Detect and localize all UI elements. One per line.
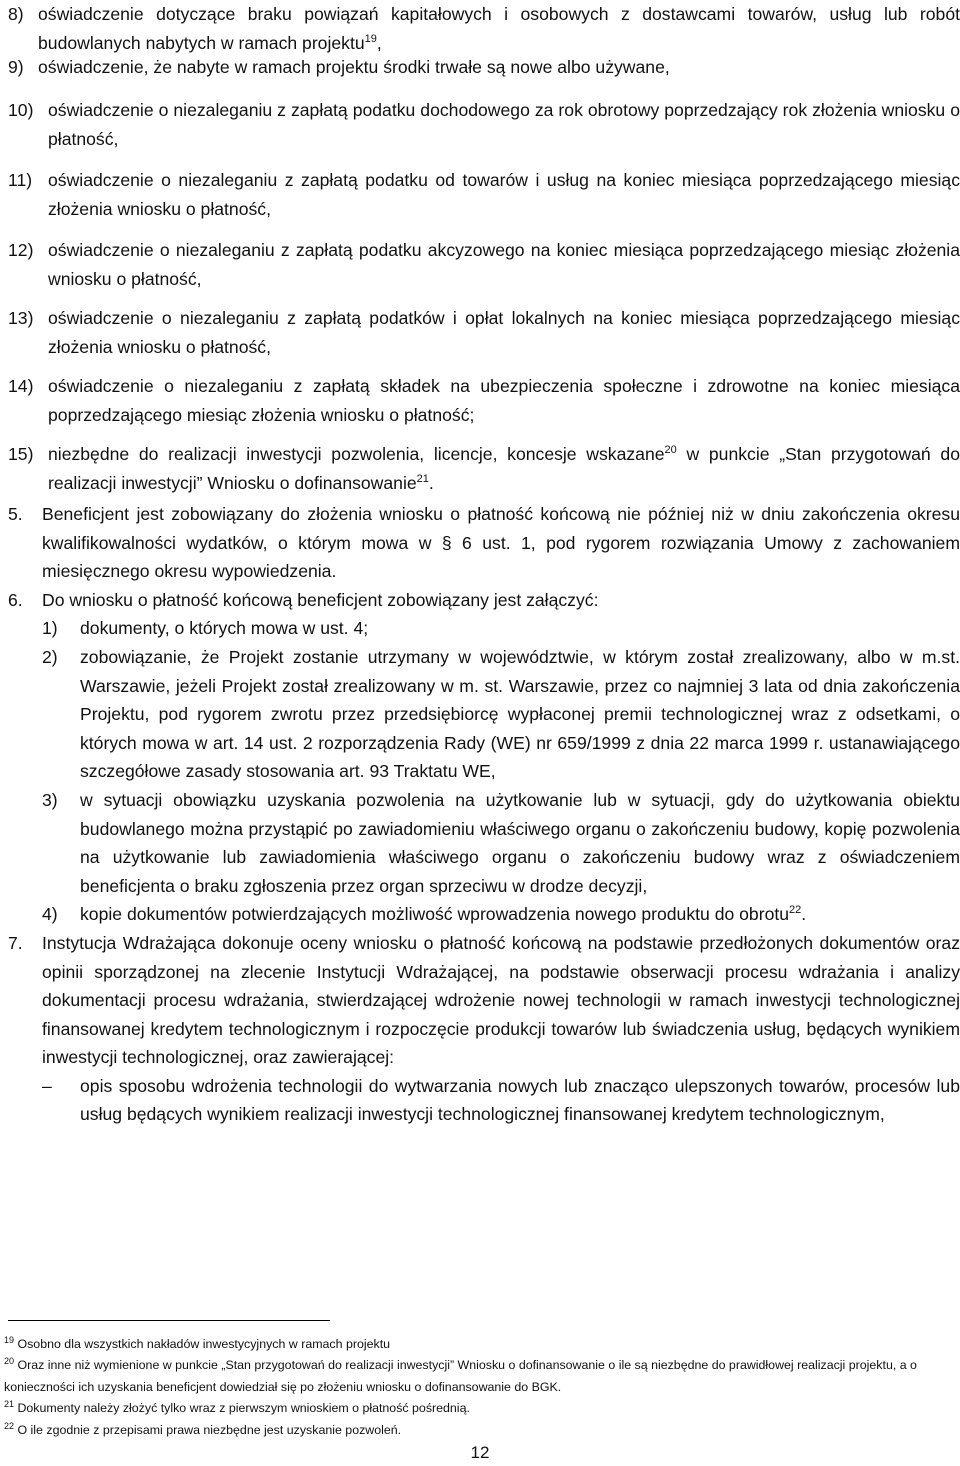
footnote-22 xyxy=(4,1420,954,1441)
item-number: 8) xyxy=(8,4,24,24)
item-text xyxy=(48,440,960,500)
item-text-body: oświadczenie dotyczące braku powiązań kapitałowych i osobowych z dostawcami towarów, usług lub robót budowlanych nabytych w ramach projektu xyxy=(38,4,960,53)
footnote-number: 21 xyxy=(4,1399,15,1410)
paragraph-6 xyxy=(8,586,960,615)
item-text: oświadczenie, że nabyte w ramach projektu środki trwałe są nowe albo używane, xyxy=(38,57,670,77)
footnote-text: Dokumenty należy złożyć tylko wraz z pierwszym wnioskiem o płatność pośrednią. xyxy=(17,1401,470,1416)
bullet-text: opis sposobu wdrożenia technologii do wytwarzania nowych lub znacząco ulepszonych towarów, procesów lub usług będących wynikiem realizacji inwestycji technologicznej finansowanej kredytem technologicznym, xyxy=(80,1075,960,1125)
footnote-number: 22 xyxy=(4,1420,15,1431)
paragraph-number: 7. xyxy=(8,932,23,953)
item-number: 14) xyxy=(8,376,34,396)
footnote-text: Osobno dla wszystkich nakładów inwestycyjnych w ramach projektu xyxy=(17,1337,391,1351)
attachment-item-2 xyxy=(42,643,960,786)
paragraph-number: 6. xyxy=(8,589,23,610)
item-number: 10) xyxy=(8,100,34,120)
paragraph-text: Do wniosku o płatność końcową beneficjent zobowiązany jest załączyć: xyxy=(42,589,599,610)
item-number: 2) xyxy=(42,646,58,667)
item-text-body: kopie dokumentów potwierdzających możliwość wprowadzenia nowego produktu do obrotu xyxy=(80,904,790,925)
item-text: oświadczenie o niezaleganiu z zapłatą podatków i opłat lokalnych na koniec miesiąca poprzedzającego miesiąc złożenia wniosku o płatność, xyxy=(48,308,960,357)
item-text-end: . xyxy=(428,472,434,493)
item-text: oświadczenie o niezaleganiu z zapłatą składek na ubezpieczenia społeczne i zdrowotne na koniec miesiąca poprzedzającego miesiąc złożenia wniosku o płatność; xyxy=(48,376,960,425)
list-item-13 xyxy=(8,304,960,372)
footnote-separator xyxy=(8,1320,330,1321)
item-number: 9) xyxy=(8,57,24,77)
footnote-ref-20[interactable]: 20 xyxy=(664,444,677,457)
list-item-8 xyxy=(8,0,960,53)
list-item-9 xyxy=(8,53,960,96)
item-text: oświadczenie o niezaleganiu z zapłatą podatku dochodowego za rok obrotowy poprzedzający rok złożenia wniosku o płatność, xyxy=(48,100,960,149)
footnote-19 xyxy=(4,1334,954,1355)
footnote-text: O ile zgodnie z przepisami prawa niezbędne jest uzyskanie pozwoleń. xyxy=(17,1422,402,1437)
item-number: 3) xyxy=(42,789,58,810)
paragraph-text: Instytucja Wdrażająca dokonuje oceny wniosku o płatność końcową na podstawie przedłożonych dokumentów oraz opinii sporządzonej na zlecenie Instytucji Wdrażającej, na podstawie obserwacji procesu wdrażania i analizy dokumentacji procesu wdrażania, stwierdzającej wdrożenie nowej technologii w ramach inwestycji technologicznej finansowanej kredytem technologicznym i rozpoczęcie produkcji towarów lub świadczenia usług, będących wynikiem inwestycji technologicznej, oraz zawierającej: xyxy=(42,932,960,1068)
footnote-number: 20 xyxy=(4,1356,15,1367)
list-item-15 xyxy=(8,440,960,500)
item-text-body: niezbędne do realizacji inwestycji pozwolenia, licencje, koncesje wskazane xyxy=(48,444,665,464)
item-text: dokumenty, o których mowa w ust. 4; xyxy=(80,618,369,639)
list-item-12 xyxy=(8,236,960,304)
item-text xyxy=(38,0,960,53)
item-text: oświadczenie o niezaleganiu z zapłatą podatku akcyzowego na koniec miesiąca poprzedzającego miesiąc złożenia wniosku o płatność, xyxy=(48,240,960,289)
item-text xyxy=(80,900,960,929)
paragraph-5 xyxy=(8,500,960,586)
item-number: 15) xyxy=(8,444,34,464)
footnote-text: Oraz inne niż wymienione w punkcie „Stan przygotowań do realizacji inwestycji” Wniosku o dofinansowanie o ile są niezbędne do prawidłowej realizacji projektu, a o konieczności ich uzyskania beneficjent dowiedział się po złożeniu wniosku o dofinansowanie do BGK. xyxy=(4,1358,917,1394)
item-text-end: . xyxy=(801,904,807,925)
paragraph-text: Beneficjent jest zobowiązany do złożenia wniosku o płatność końcową nie później niż w dniu zakończenia okresu kwalifikowalności wydatków, o którym mowa w § 6 ust. 1, pod rygorem rozwiązania Umowy z zachowaniem miesięcznego okresu wypowiedzenia. xyxy=(42,504,960,582)
item-text: zobowiązanie, że Projekt zostanie utrzymany w województwie, w którym został zrealizowany, albo w m.st. Warszawie, jeżeli Projekt został zrealizowany w m. st. Warszawie, przez co najmniej 3 lata od dnia zakończenia Projektu, pod rygorem zwrotu przez przedsiębiorcę wypłaconej premii technologicznej wraz z odsetkami, o których mowa w art. 14 ust. 2 rozporządzenia Rady (WE) nr 659/1999 z dnia 22 marca 1999 r. ustanawiającego szczegółowe zasady stosowania art. 93 Traktatu WE, xyxy=(80,646,960,782)
bullet-item xyxy=(8,1072,960,1129)
item-number: 13) xyxy=(8,308,34,328)
item-number: 12) xyxy=(8,240,34,260)
attachment-item-4 xyxy=(42,900,960,929)
item-text-cont: w punkcie „Stan przygotowań do realizacji inwestycji” Wniosku o dofinansowanie xyxy=(48,444,960,493)
footnote-ref-19[interactable]: 19 xyxy=(364,32,377,45)
item-number: 11) xyxy=(8,170,33,190)
item-number: 1) xyxy=(42,618,58,639)
dash-bullet: – xyxy=(42,1075,52,1096)
attachment-item-3 xyxy=(42,786,960,900)
item-number: 4) xyxy=(42,904,58,925)
footnote-number: 19 xyxy=(4,1334,15,1345)
item-text: oświadczenie o niezaleganiu z zapłatą podatku od towarów i usług na koniec miesiąca poprzedzającego miesiąc złożenia wniosku o płatność, xyxy=(48,170,960,219)
item-text: w sytuacji obowiązku uzyskania pozwolenia na użytkowanie lub w sytuacji, gdy do użytkowania obiektu budowlanego można przystąpić po zawiadomieniu właściwego organu o zakończeniu budowy, kopię pozwolenia na użytkowanie lub zawiadomienia właściwego organu o zakończeniu budowy wraz z oświadczeniem beneficjenta o braku zgłoszenia przez organ sprzeciwu w drodze decyzji, xyxy=(80,789,960,896)
paragraph-number: 5. xyxy=(8,504,23,524)
attachment-item-1 xyxy=(42,614,960,643)
footnote-ref-21[interactable]: 21 xyxy=(416,472,429,485)
footnote-21 xyxy=(4,1398,954,1419)
list-item-11 xyxy=(8,166,960,236)
list-item-10 xyxy=(8,96,960,166)
footnote-ref-22[interactable]: 22 xyxy=(789,904,802,917)
footnotes xyxy=(4,1334,954,1441)
list-item-14 xyxy=(8,372,960,440)
paragraph-7 xyxy=(8,929,960,1072)
footnote-20 xyxy=(4,1355,954,1398)
main-text xyxy=(8,0,960,1129)
page-number: 12 xyxy=(470,1443,490,1462)
attachments-list xyxy=(8,614,960,929)
item-text-end: , xyxy=(376,32,382,53)
